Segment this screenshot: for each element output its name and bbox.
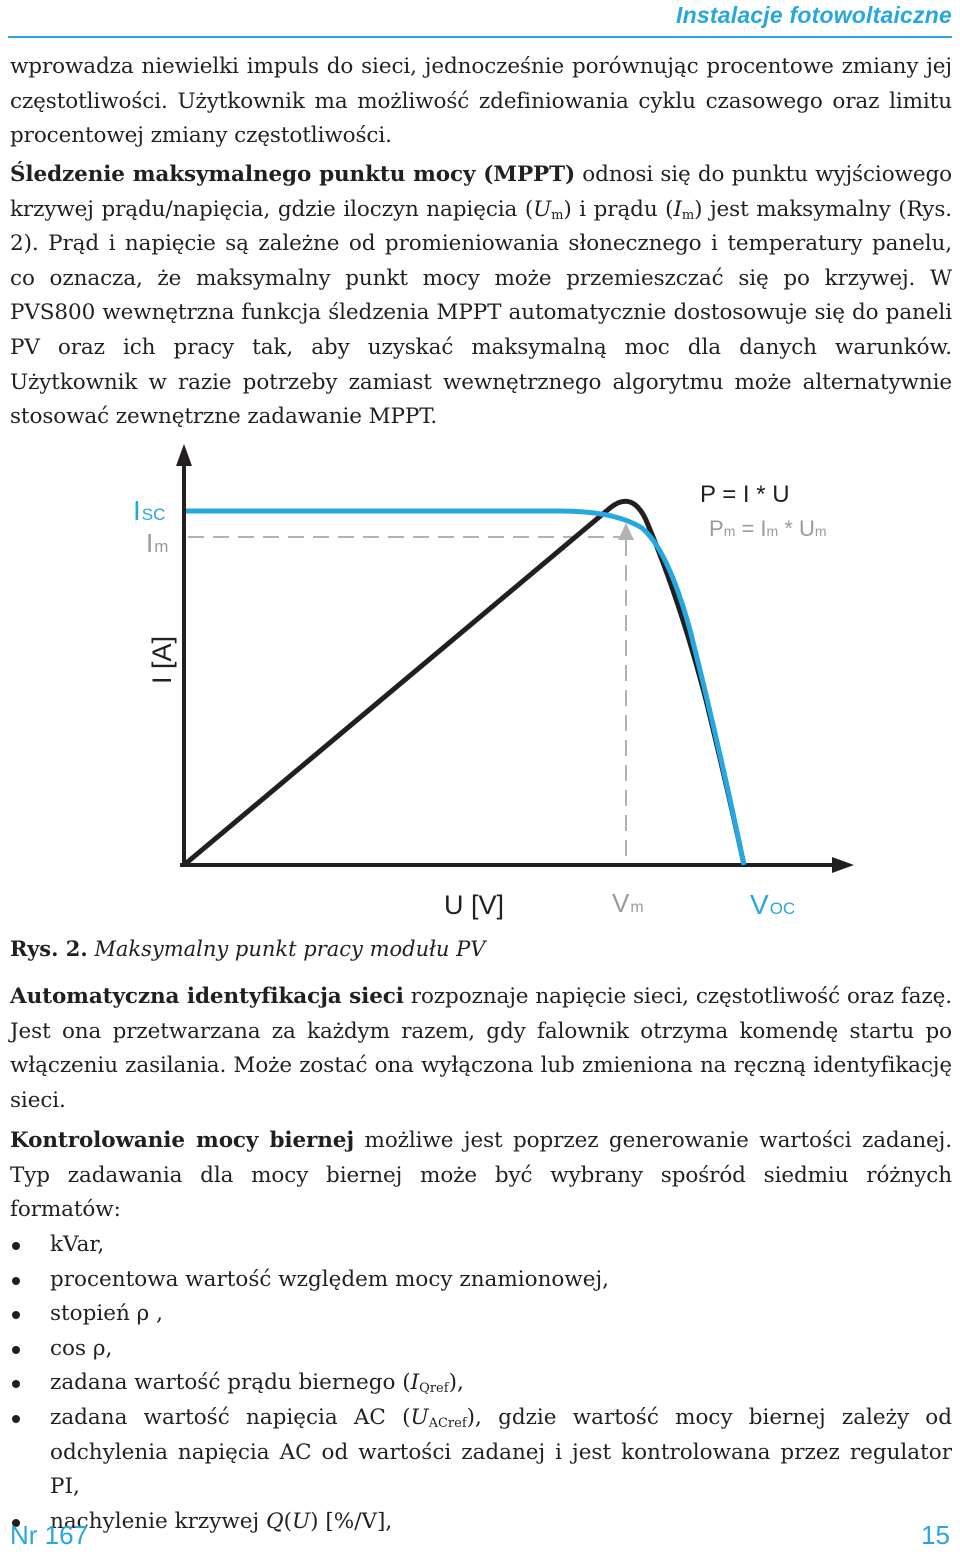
list-item: cos ρ, [10,1332,952,1367]
reactive-power-format-list [10,1228,952,1539]
header-divider [8,36,952,38]
paragraph-reactive-power: Kontrolowanie mocy biernej możliwe jest poprzez generowanie wartości zadanej. Typ zadawania dla mocy biernej może być wybrany spośród siedmiu różnych formatów: [10,1128,952,1223]
iv-curve [186,511,744,865]
bullet-icon [12,1346,20,1354]
mpp-marker [618,523,634,540]
x-axis-label: U [V] [444,890,505,920]
y-axis-label: I [A] [147,635,177,684]
bullet-icon [12,1311,20,1319]
bullet-icon [12,1415,20,1423]
page-number: 15 [921,1520,950,1550]
header-title: Instalacje fotowoltaiczne [676,2,952,28]
mppt-heading: Śledzenie maksymalnego punktu mocy (MPPT) [10,162,576,187]
list-item: stopień ρ , [10,1297,952,1332]
im-label: Im [146,528,169,558]
y-axis-arrow [176,444,192,466]
voc-label: VOC [750,889,796,920]
isc-label: ISC [133,495,166,526]
list-item: zadana wartość napięcia AC $(U_{ACref})$, gdzie wartość mocy biernej zależy od odchylenia napięcia AC od wartości zadanej i jest kontrolowana przez regulator PI, [10,1401,952,1505]
x-axis-arrow [832,857,854,873]
list-item: kVar, [10,1228,952,1263]
list-item: procentowa wartość względem mocy znamionowej, [10,1263,952,1298]
paragraph-grid-identification: Automatyczna identyfikacja sieci rozpoznaje napięcie sieci, częstotliwość oraz fazę. Jest ona przetwarzana za każdym razem, gdy falownik otrzyma komendę startu po włączeniu zasilania. Może zostać ona wyłączona lub zmieniona na ręczną identyfikację sieci. [10,984,952,1113]
caption-label: Rys. 2. [10,936,88,961]
page-header [0,0,960,44]
paragraph-mppt: Śledzenie maksymalnego punktu mocy (MPPT) odnosi się do punktu wyjściowego krzywej prądu/napięcia, gdzie iloczyn napięcia $(U_m)$ i prądu $(I_m)$ jest maksymalny (Rys. 2). Prąd i napięcie są zależne od promieniowania słonecznego i temperatury panelu, co oznacza, że maksymalny punkt mocy może przemieszczać się po krzywej. W PVS800 wewnętrzna funkcja śledzenia MPPT automatycznie dostosowuje się do paneli PV oraz ich pracy tak, aby uzyskać maksymalną moc dla danych warunków. Użytkownik w razie potrzeby zamiast wewnętrznego algorytmu może alternatywnie stosować zewnętrzne zadawanie MPPT. [10,162,952,430]
paragraph-intro: wprowadza niewielki impuls do sieci, jednocześnie porównując procentowe zmiany jej częstotliwości. Użytkownik ma możliwość zdefiniowania cyklu czasowego oraz limitu procentowej zmiany częstotliwości. [10,54,952,149]
caption-text: Maksymalny punkt pracy modułu PV [87,937,486,961]
pm-equation: Pm = Im * Um [709,516,827,541]
issue-number: Nr 167 [10,1520,89,1550]
list-item: zadana wartość prądu biernego $(I_{Qref})$, [10,1366,952,1401]
bullet-icon [12,1380,20,1388]
bullet-icon [12,1277,20,1285]
list-item: nachylenie krzywej Q(U) [%/V], [10,1505,952,1540]
figure-caption [10,936,485,961]
power-equation: P = I * U [700,481,790,508]
mppt-chart [0,440,960,940]
bullet-icon [12,1242,20,1250]
vm-label: Vm [612,888,644,918]
